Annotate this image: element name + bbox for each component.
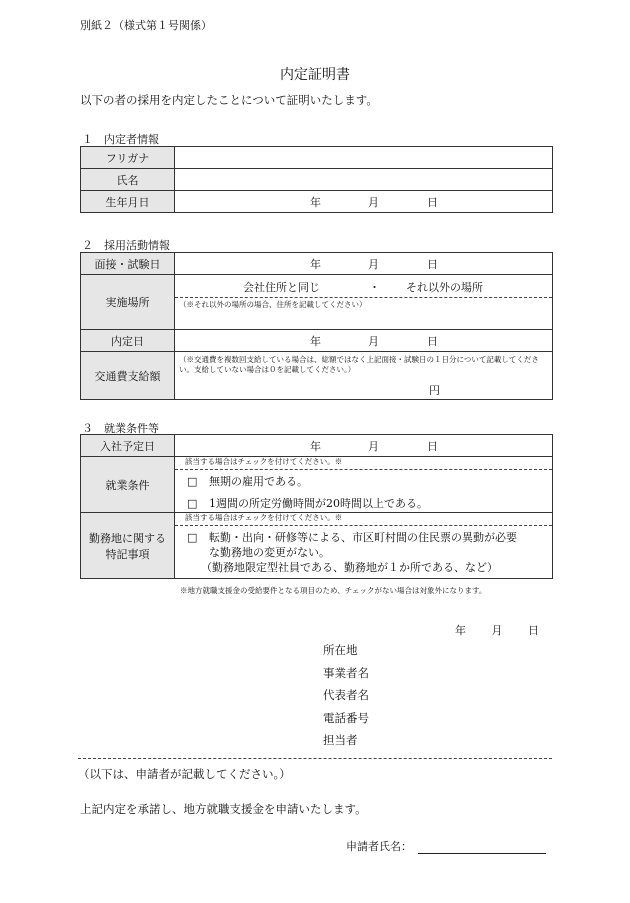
phone-label: 電話番号 [323, 710, 369, 725]
year-unit: 年 [310, 195, 321, 209]
furigana-field[interactable] [175, 147, 553, 169]
conditions-check-note: 該当する場合はチェックを付けてください。※ [175, 457, 552, 470]
interview-date-field[interactable] [175, 253, 553, 275]
birthdate-label: 生年月日 [81, 191, 175, 213]
conditions-field [175, 457, 553, 513]
representative-label: 代表者名 [323, 688, 369, 702]
recruitment-info-table [80, 252, 553, 400]
applicant-instruction: （以下は、申請者が記載してください。） [78, 767, 291, 781]
applicant-name-label: 申請者氏名： [346, 840, 412, 853]
intro-text: 以下の者の採用を内定したことについて証明いたします。 [80, 93, 378, 107]
birthdate-field[interactable] [175, 191, 553, 213]
workplace-condition-cont: な勤務地の変更がない。 [209, 546, 330, 559]
form-number: 別紙２（様式第１号関係） [80, 19, 212, 32]
transport-note: （※交通費を複数回支給している場合は、総額ではなく上記面接・試験日の１日分について記載してください。支給していない場合は０を記載してください。） [179, 355, 539, 374]
offer-date-field[interactable] [175, 330, 553, 352]
employer-name-label: 事業者名 [323, 665, 369, 680]
venue-option-other[interactable]: それ以外の場所 [406, 281, 483, 294]
start-date-label: 入社予定日 [81, 435, 175, 457]
venue-label: 実施場所 [81, 275, 175, 330]
checkbox-icon[interactable]: □ [187, 475, 198, 488]
month-unit: 月 [368, 257, 379, 271]
checkbox-icon[interactable]: □ [187, 531, 198, 544]
section2-heading: ２ 採用活動情報 [82, 239, 170, 252]
day-unit: 日 [427, 257, 438, 271]
offer-date-label: 内定日 [81, 330, 175, 352]
interview-date-label: 面接・試験日 [81, 253, 175, 275]
month-unit: 月 [368, 334, 379, 348]
name-label: 氏名 [81, 169, 175, 191]
employer-address-label: 所在地 [323, 643, 358, 657]
workplace-field [175, 513, 553, 579]
declaration-text: 上記内定を承諾し、地方就職支援金を申請いたします。 [80, 802, 367, 816]
employer-date: 年 月 日 [455, 624, 539, 637]
venue-separator: ・ [369, 281, 380, 294]
contact-person-label: 担当者 [323, 733, 358, 747]
transport-label: 交通費支給額 [81, 352, 175, 400]
month-unit: 月 [368, 195, 379, 209]
candidate-info-table [80, 146, 553, 213]
year-unit: 年 [310, 439, 321, 453]
workplace-condition-example: （勤務地限定型社員である、勤務地が１か所である、など） [201, 561, 498, 574]
day-unit: 日 [427, 195, 438, 209]
conditions-label: 就業条件 [81, 457, 175, 513]
section3-heading: ３ 就業条件等 [82, 422, 159, 435]
workplace-label: 勤務地に関する 特記事項 [81, 513, 175, 579]
start-date-field[interactable] [175, 435, 553, 457]
yen-unit: 円 [429, 384, 440, 397]
section1-heading: １ 内定者情報 [82, 133, 159, 146]
workplace-condition: □ 転勤・出向・研修等による、市区町村間の住民票の異動が必要 [187, 531, 517, 544]
year-unit: 年 [310, 257, 321, 271]
name-field[interactable] [175, 169, 553, 191]
venue-note: （※それ以外の場所の場合、住所を記載してください） [179, 300, 367, 309]
checkbox-icon[interactable]: □ [187, 497, 198, 510]
employment-conditions-table [80, 434, 553, 579]
employer-fields [323, 639, 369, 752]
year-unit: 年 [310, 334, 321, 348]
transport-field[interactable] [175, 352, 553, 400]
cut-line [78, 758, 552, 759]
day-unit: 日 [427, 439, 438, 453]
day-unit: 日 [427, 334, 438, 348]
page-title: 内定証明書 [280, 67, 350, 83]
venue-field[interactable] [175, 275, 553, 330]
applicant-name-field[interactable] [418, 852, 546, 854]
workplace-check-note: 該当する場合はチェックを付けてください。※ [175, 513, 552, 526]
month-unit: 月 [368, 439, 379, 453]
footnote: ※地方就職支援金の受給要件となる項目のため、チェックがない場合は対象外になります。 [180, 586, 487, 595]
condition-1: □ 無期の雇用である。 [187, 475, 308, 488]
condition-2: □ 1週間の所定労働時間が20時間以上である。 [187, 497, 428, 510]
furigana-label: フリガナ [81, 147, 175, 169]
venue-option-same[interactable]: 会社住所と同じ [243, 281, 320, 294]
